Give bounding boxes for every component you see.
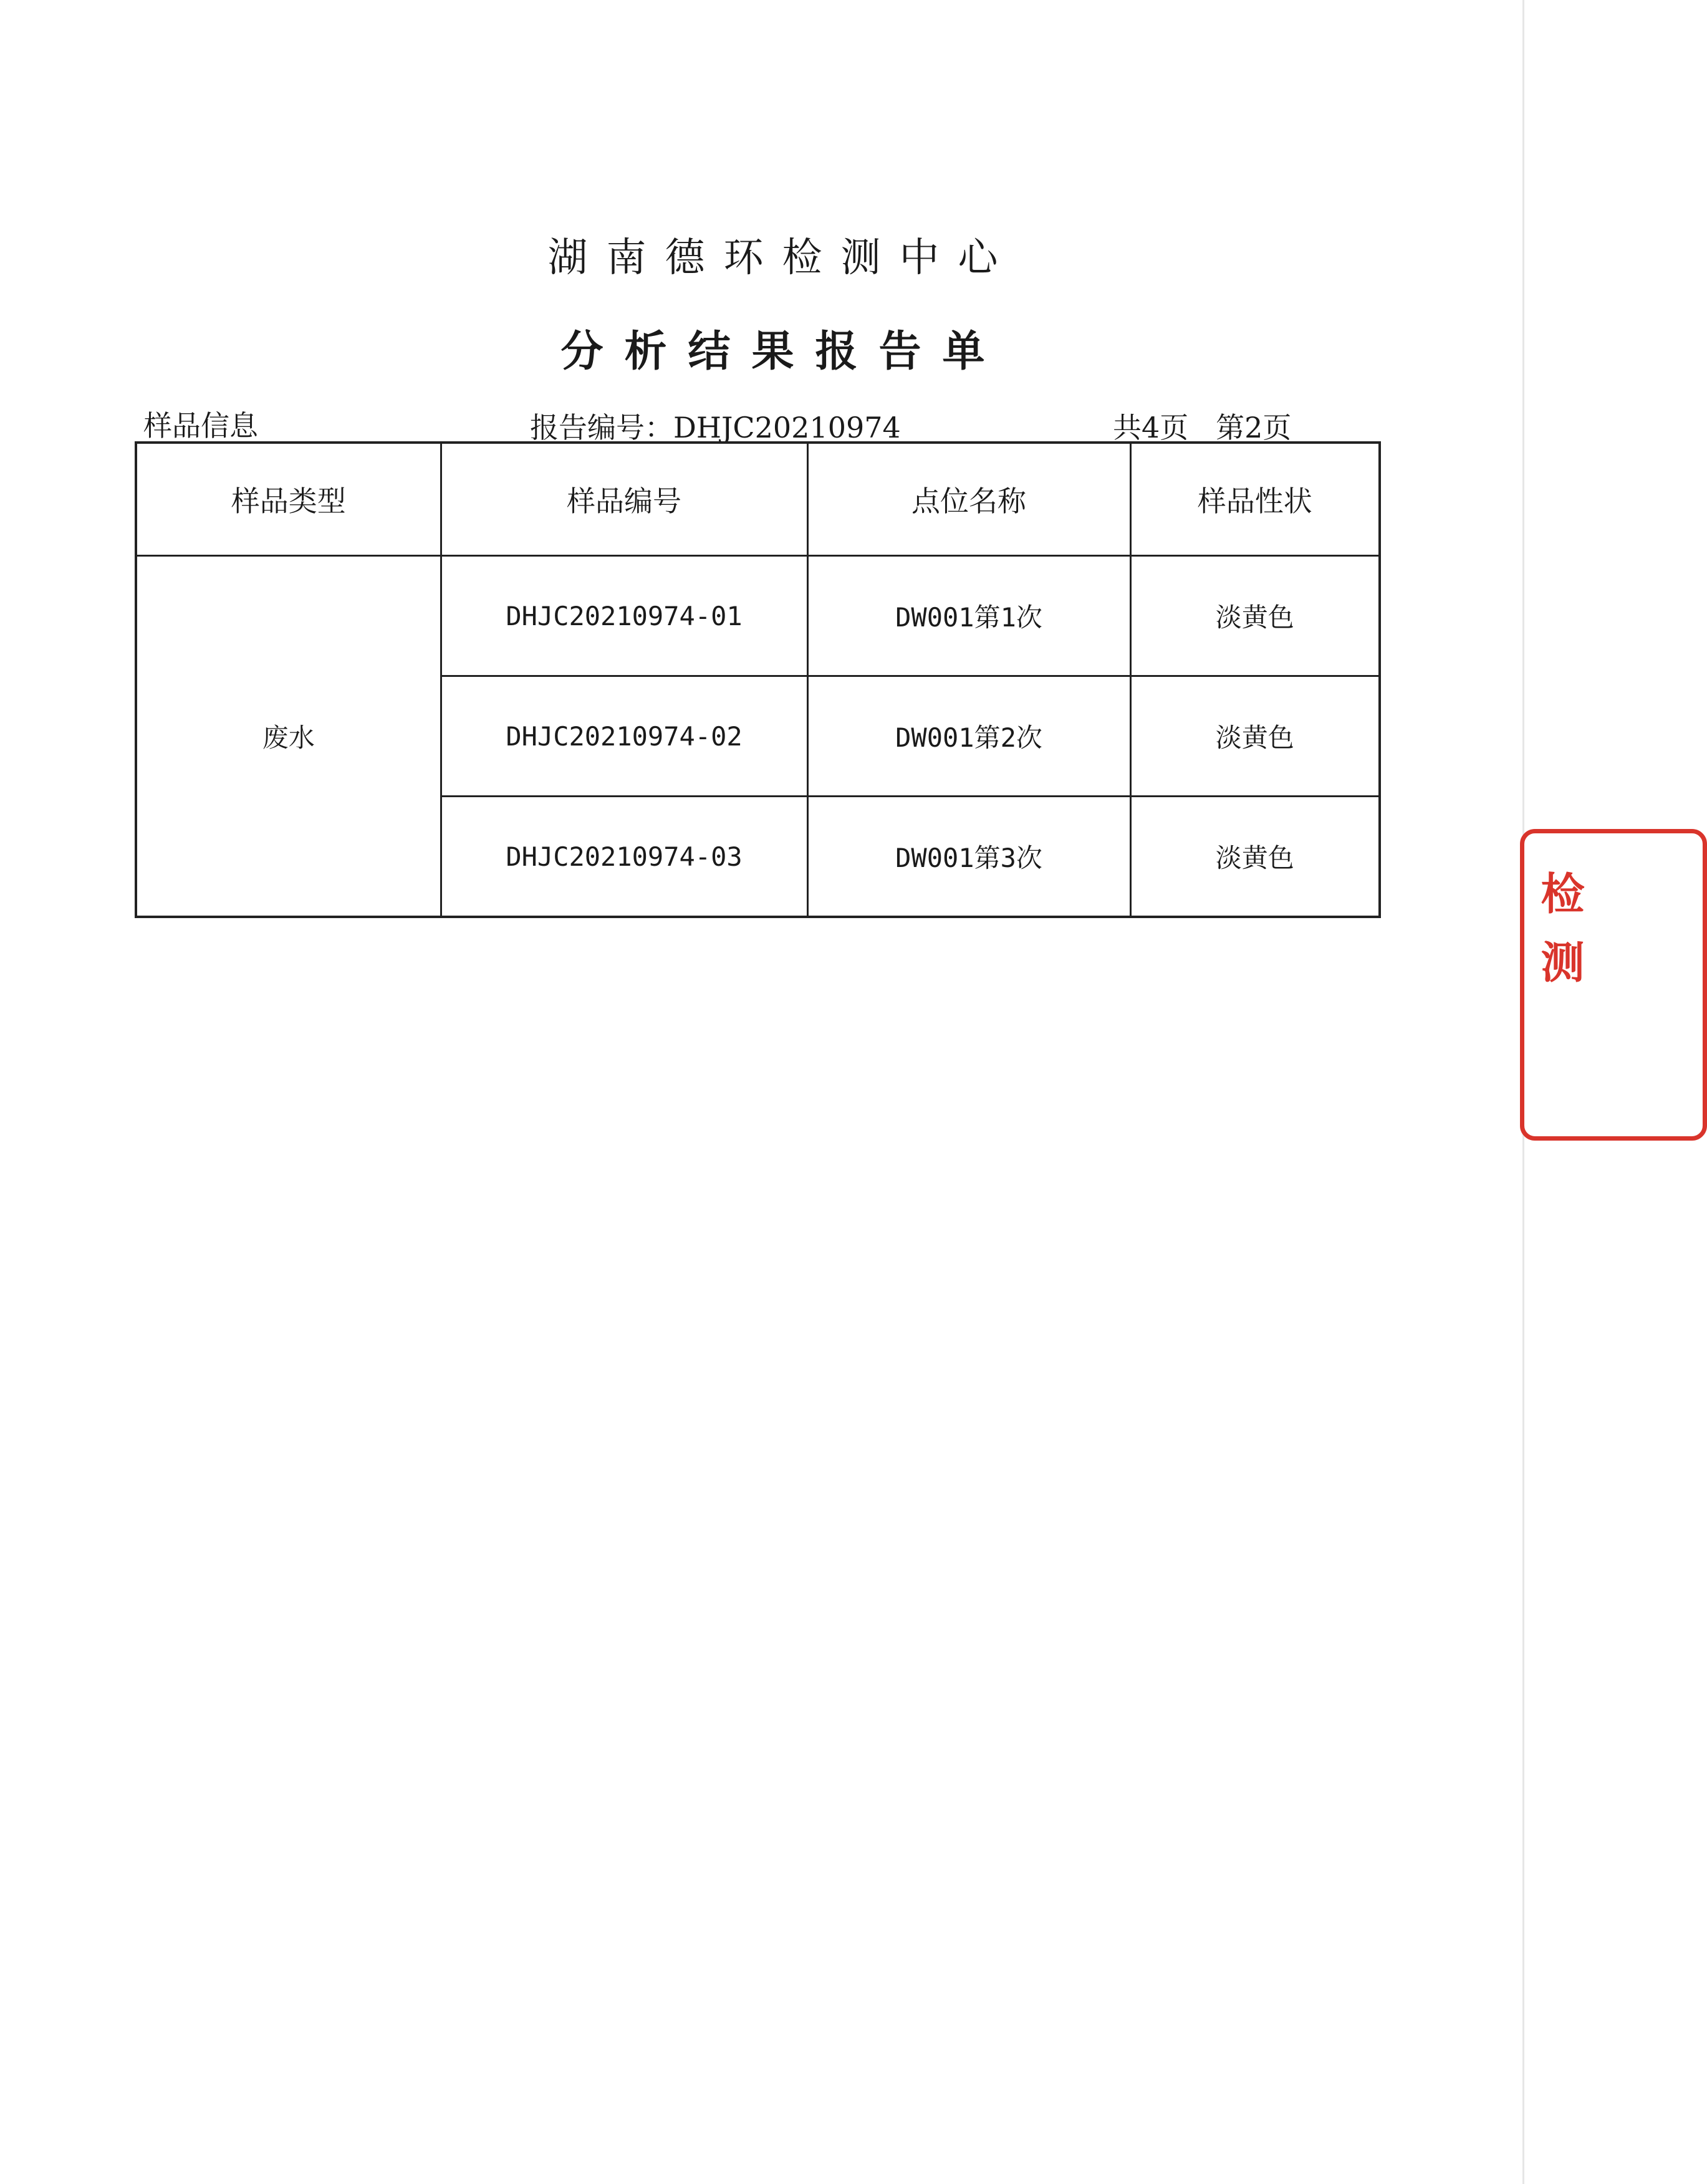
column-header-sample-type: 样品类型 [136, 443, 441, 556]
seal-border [1520, 829, 1707, 1141]
seal-text: 检测 [1534, 871, 1585, 1008]
report-number-value: DHJC20210974 [673, 411, 901, 444]
point-name-cell: DW001第1次 [807, 556, 1130, 676]
table-header-row [136, 443, 1380, 556]
column-header-sample-id: 样品编号 [441, 443, 807, 556]
point-name-cell: DW001第3次 [807, 797, 1130, 917]
sample-id-cell: DHJC20210974-03 [441, 797, 807, 917]
point-name-cell: DW001第2次 [807, 676, 1130, 797]
report-number [530, 405, 901, 446]
sample-id-cell: DHJC20210974-02 [441, 676, 807, 797]
report-title: 分析结果报告单 [560, 327, 1006, 376]
column-header-point-name: 点位名称 [807, 443, 1130, 556]
table-row [136, 556, 1380, 676]
sample-id-cell: DHJC20210974-01 [441, 556, 807, 676]
section-label: 样品信息 [143, 409, 258, 443]
sample-info-table [135, 441, 1381, 918]
organization-title: 湖南德环检测中心 [547, 235, 1017, 281]
report-number-label: 报告编号： [530, 411, 673, 444]
red-seal-stamp [1507, 829, 1585, 1141]
appearance-cell: 淡黄色 [1130, 797, 1380, 917]
column-header-appearance: 样品性状 [1130, 443, 1380, 556]
appearance-cell: 淡黄色 [1130, 676, 1380, 797]
sample-type-cell: 废水 [136, 556, 441, 917]
page-info: 共4页 第2页 [1113, 411, 1292, 444]
appearance-cell: 淡黄色 [1130, 556, 1380, 676]
